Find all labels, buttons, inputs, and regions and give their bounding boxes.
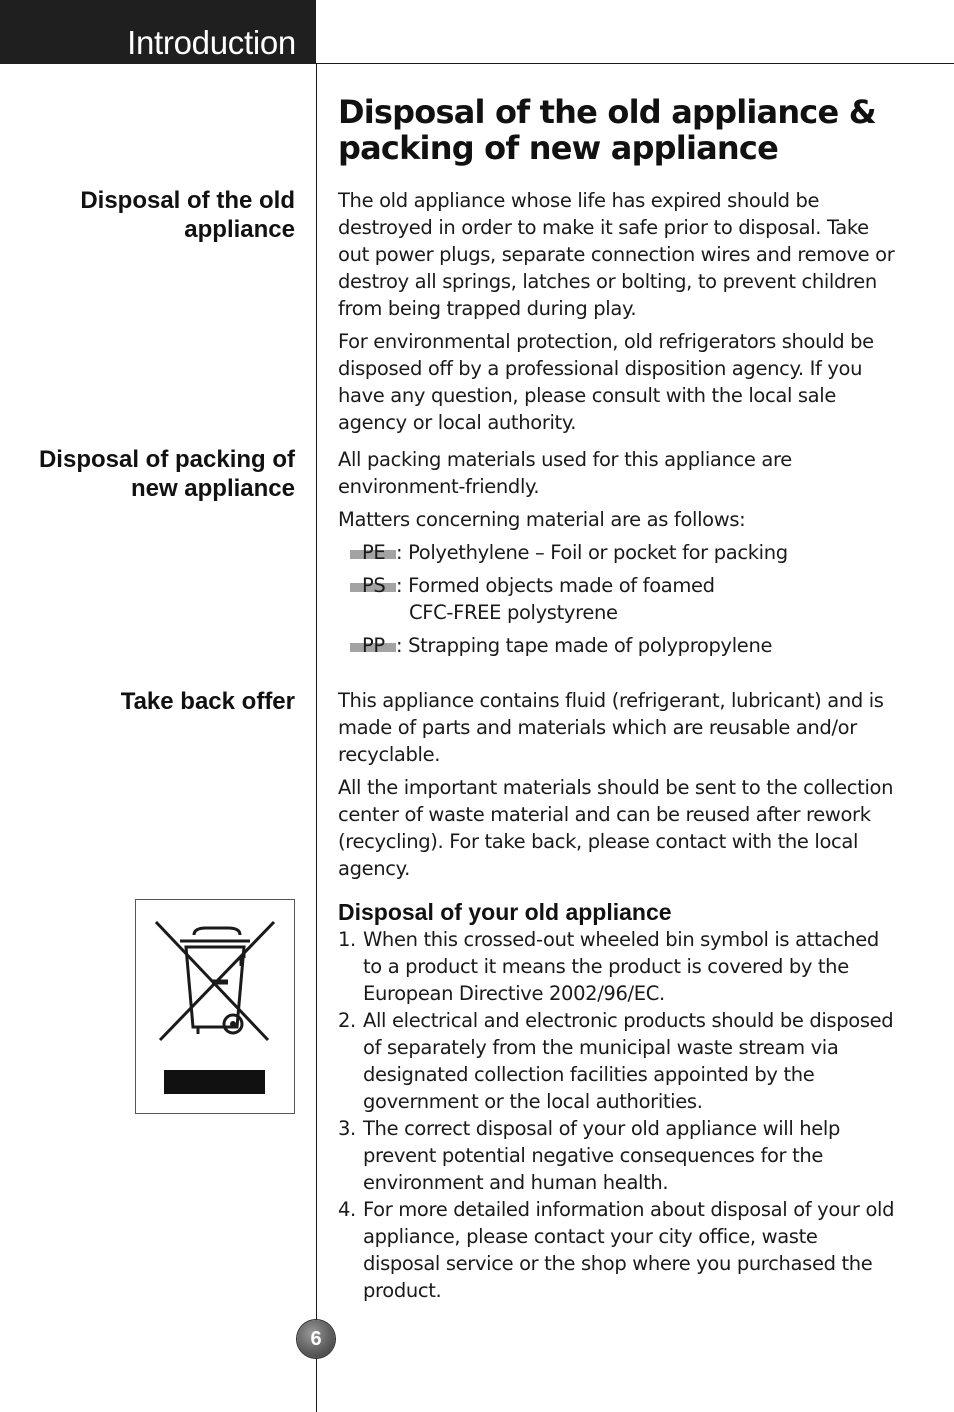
- material-description-line: CFC-FREE polystyrene: [409, 601, 618, 624]
- section-disposal-old-appliance: [338, 187, 898, 442]
- section-take-back-offer: [338, 687, 898, 888]
- paragraph: This appliance contains fluid (refrigerant, lubricant) and is made of parts and materials which are reusable and/or recyclable.: [338, 689, 884, 766]
- paragraph: For environmental protection, old refrigerators should be disposed off by a professional disposition agency. If you have any question, please consult with the local sale agency or local authority.: [338, 330, 874, 434]
- column-divider: [316, 64, 317, 1412]
- page-title: Disposal of the old appliance & packing of new appliance: [338, 93, 876, 167]
- heading-disposal-packing: Disposal of packing of new appliance: [38, 446, 295, 502]
- paragraph: The old appliance whose life has expired should be destroyed in order to make it safe prior to disposal. Take out power plugs, separate connection wires and remove or destroy all springs, latches or bolting, to prevent children from being trapped during play.: [338, 189, 895, 320]
- list-item-text: The correct disposal of your old appliance will help prevent potential negative consequences for the environment and human health.: [363, 1117, 841, 1194]
- material-code: PP: [362, 634, 385, 657]
- heading-take-back-offer: Take back offer: [120, 688, 295, 715]
- material-code: PE: [362, 541, 386, 564]
- material-code: PS: [362, 574, 386, 597]
- page-number-badge: [297, 1320, 335, 1358]
- material-description: : Strapping tape made of polypropylene: [396, 634, 773, 657]
- list-item-text: When this crossed-out wheeled bin symbol is attached to a product it means the product is covered by the European Directive 2002/96/EC.: [363, 928, 879, 1005]
- material-item-pp: [338, 632, 898, 659]
- paragraph: All the important materials should be sent to the collection center of waste material and can be reused after rework (recycling). For take back, please contact with the local agency.: [338, 776, 894, 880]
- material-description: : Polyethylene – Foil or pocket for packing: [396, 541, 788, 564]
- crossed-out-wheeled-bin-icon: [136, 900, 294, 1113]
- weee-symbol-box: [135, 899, 295, 1114]
- heading-disposal-old-appliance: Disposal of the old appliance: [80, 187, 295, 243]
- paragraph: Matters concerning material are as follows:: [338, 508, 746, 531]
- list-item-number: 3.: [338, 1117, 356, 1140]
- list-item-text: For more detailed information about disposal of your old appliance, please contact your city office, waste disposal service or the shop where you purchased the product.: [363, 1198, 895, 1302]
- page-number: 6: [310, 1327, 322, 1350]
- heading-disposal-your-old-appliance: Disposal of your old appliance: [338, 899, 672, 925]
- material-description-line: : Formed objects made of foamed: [396, 574, 715, 597]
- list-item-number: 4.: [338, 1198, 356, 1221]
- list-item-number: 2.: [338, 1009, 356, 1032]
- disposal-instructions-list: [338, 926, 900, 1304]
- list-item: [338, 1007, 900, 1115]
- section-title: Introduction: [127, 24, 296, 61]
- material-description: [396, 572, 715, 626]
- list-item-text: All electrical and electronic products should be disposed of separately from the municipal waste stream via designated collection facilities appointed by the government or the local authorities.: [363, 1009, 894, 1113]
- list-item: [338, 1115, 900, 1196]
- header-rule: [316, 63, 954, 64]
- list-item: [338, 926, 900, 1007]
- paragraph: All packing materials used for this appliance are environment-friendly.: [338, 448, 792, 498]
- list-item-number: 1.: [338, 928, 356, 951]
- section-header-tab: [0, 0, 316, 64]
- material-item-ps: [338, 572, 898, 626]
- list-item: [338, 1196, 900, 1304]
- section-disposal-packing: [338, 446, 898, 665]
- material-item-pe: [338, 539, 898, 566]
